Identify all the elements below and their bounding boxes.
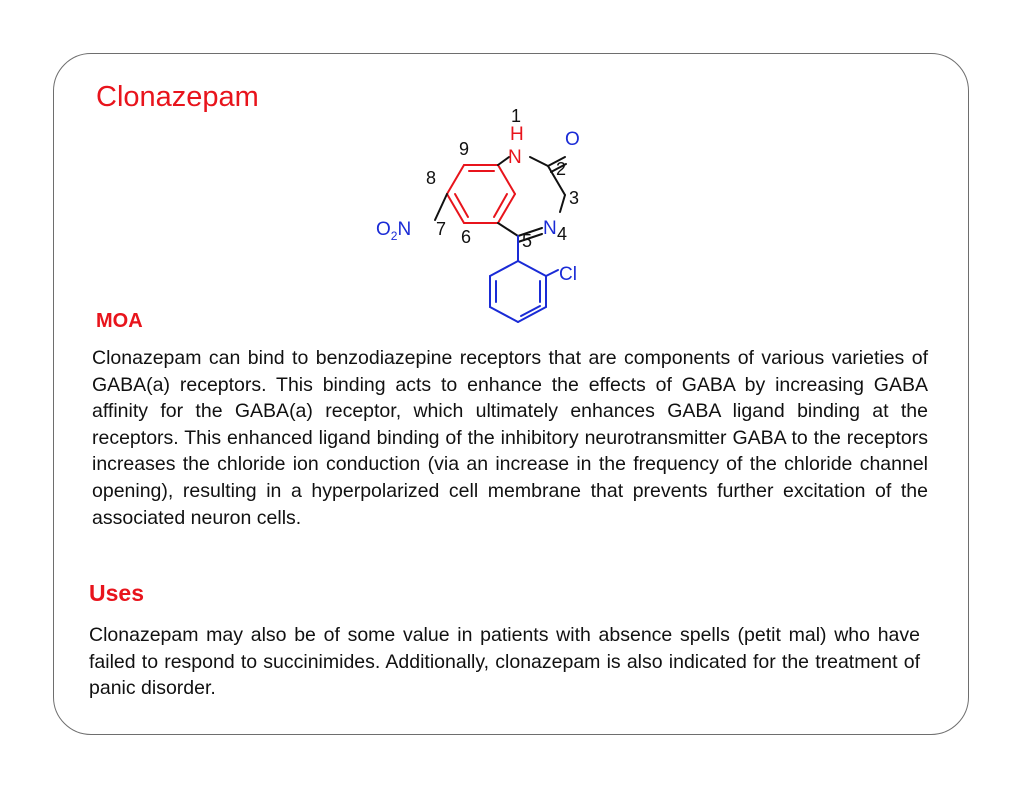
nh-nitrogen-label: N	[508, 147, 522, 168]
atom-labels	[376, 124, 580, 285]
position-number-4: 4	[557, 224, 568, 244]
moa-text: Clonazepam can bind to benzodiazepine receptors that are components of various varieties of GABA(a) receptors. This binding acts to enhance the effects of GABA by increasing GABA affinity for the GABA(a) receptor, which ultimately enhances GABA ligand binding at the receptors. This enhanced ligand binding of the inhibitory neurotransmitter GABA to the receptors increases the chloride ion conduction (via an increase in the frequency of the chloride channel opening), resulting in a hyperpolarized cell membrane that prevents further excitation of the associated neuron cells.	[92, 347, 928, 529]
chloro-label: Cl	[559, 264, 577, 285]
page-title: Clonazepam	[96, 81, 259, 113]
position-number-2: 2	[556, 159, 567, 179]
benzo-ring	[447, 165, 515, 223]
uses-heading: Uses	[89, 580, 144, 606]
position-number-9: 9	[459, 139, 470, 159]
clonazepam-structure	[360, 100, 620, 330]
moa-heading: MOA	[96, 310, 143, 332]
position-number-5: 5	[522, 231, 533, 251]
position-number-1: 1	[511, 106, 522, 126]
uses-text: Clonazepam may also be of some value in patients with absence spells (petit mal) who have failed to respond to succinimides. Additionally, clonazepam is also indicated for the treatment of panic disorder.	[89, 624, 920, 700]
nh-hydrogen-label: H	[510, 124, 524, 145]
position-number-8: 8	[426, 168, 437, 188]
position-number-7: 7	[436, 219, 447, 239]
imine-nitrogen-label: N	[543, 218, 557, 239]
position-numbers	[426, 106, 579, 251]
carbonyl-oxygen-label: O	[565, 129, 580, 150]
nitro-oxygen-label: $O_2N$	[376, 219, 412, 243]
position-number-3: 3	[569, 188, 580, 208]
position-number-6: 6	[461, 227, 472, 247]
